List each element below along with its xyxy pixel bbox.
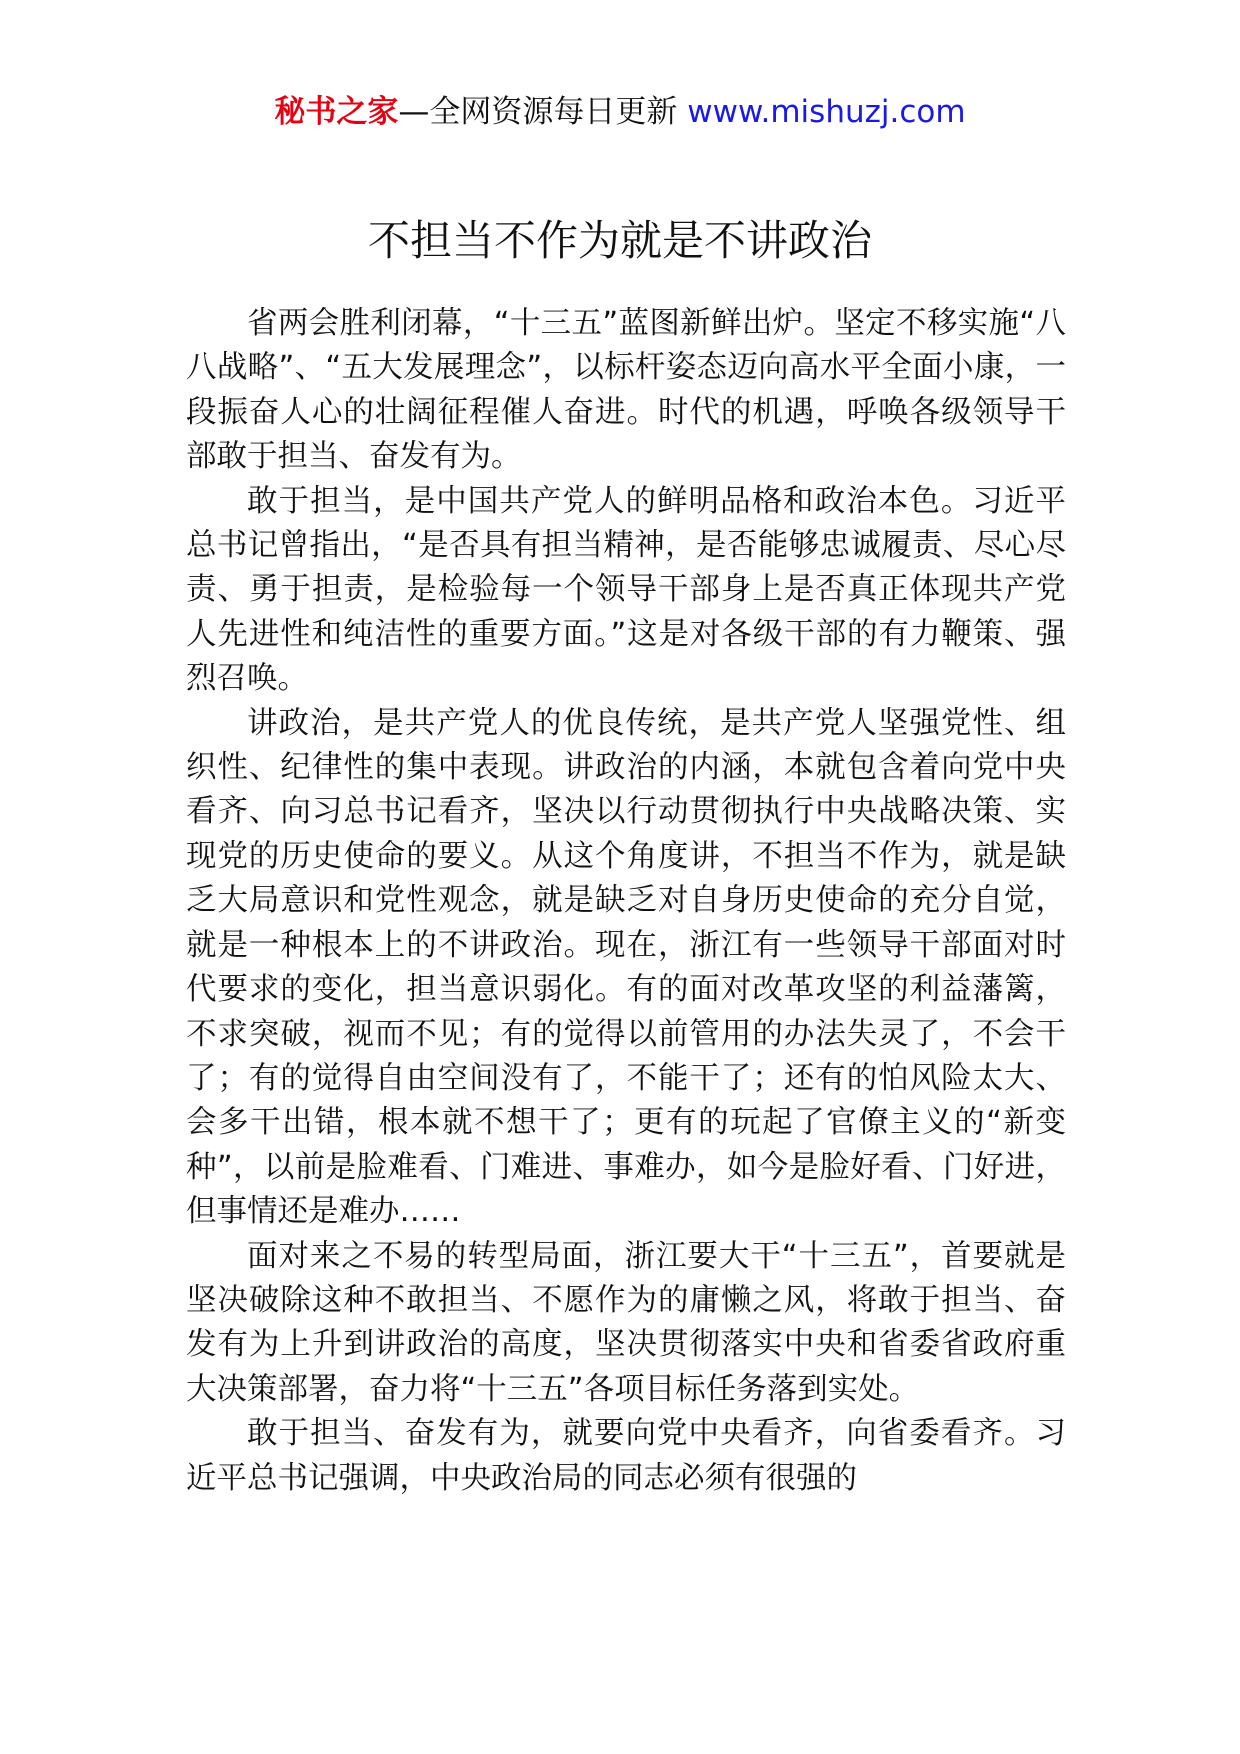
- paragraph-1: 省两会胜利闭幕，“十三五”蓝图新鲜出炉。坚定不移实施“八八战略”、“五大发展理念”，以标杆姿态迈向高水平全面小康，一段振奋人心的壮阔征程催人奋进。时代的机遇，呼唤各级领导干部敢于担当、奋发有为。: [186, 306, 1066, 475]
- paragraph-2: 敢于担当，是中国共产党人的鲜明品格和政治本色。习近平总书记曾指出，“是否具有担当精神，是否能够忠诚履责、尽心尽责、勇于担责，是检验每一个领导干部身上是否真正体现共产党人先进性和纯洁性的重要方面。”这是对各级干部的有力鞭策、强烈召唤。: [186, 483, 1066, 697]
- site-tagline: —全网资源每日更新: [398, 94, 688, 130]
- article-title: 不担当不作为就是不讲政治: [367, 216, 872, 265]
- site-url-link[interactable]: www.mishuzj.com: [687, 94, 966, 130]
- site-header: [0, 92, 1240, 132]
- paragraph-4: 面对来之不易的转型局面，浙江要大干“十三五”，首要就是坚决破除这种不敢担当、不愿作为的庸懒之风，将敢于担当、奋发有为上升到讲政治的高度，坚决贯彻落实中央和省委省政府重大决策部署，奋力将“十三五”各项目标任务落到实处。: [186, 1238, 1066, 1407]
- paragraph-5: 敢于担当、奋发有为，就要向党中央看齐，向省委看齐。习近平总书记强调，中央政治局的同志必须有很强的: [186, 1416, 1066, 1496]
- paragraph-3: 讲政治，是共产党人的优良传统，是共产党人坚强党性、组织性、纪律性的集中表现。讲政治的内涵，本就包含着向党中央看齐、向习总书记看齐，坚决以行动贯彻执行中央战略决策、实现党的历史使命的要义。从这个角度讲，不担当不作为，就是缺乏大局意识和党性观念，就是缺乏对自身历史使命的充分自觉，就是一种根本上的不讲政治。现在，浙江有一些领导干部面对时代要求的变化，担当意识弱化。有的面对改革攻坚的利益藩篱，不求突破，视而不见；有的觉得以前管用的办法失灵了，不会干了；有的觉得自由空间没有了，不能干了；还有的怕风险太大、会多干出错，根本就不想干了；更有的玩起了官僚主义的“新变种”，以前是脸难看、门难进、事难办，如今是脸好看、门好进，但事情还是难办……: [186, 705, 1066, 1230]
- article-body: [186, 302, 1066, 1501]
- site-brand: 秘书之家: [274, 94, 399, 130]
